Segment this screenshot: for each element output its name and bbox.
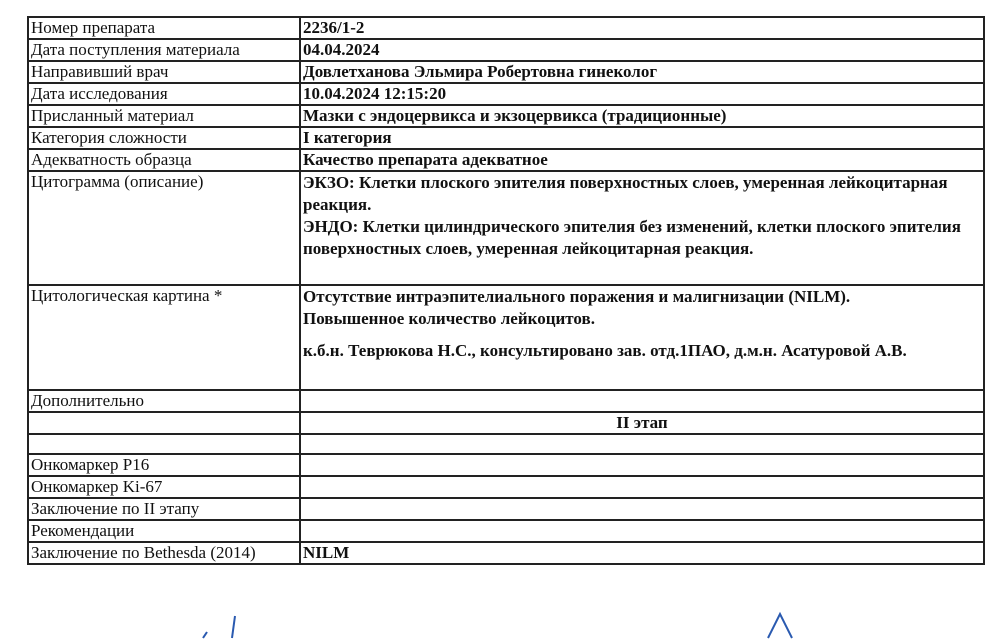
value-specimen-number: 2236/1-2: [300, 17, 984, 39]
table-row: [28, 454, 984, 476]
label-stage2-conclusion: Заключение по II этапу: [28, 498, 300, 520]
cytology-report: [27, 16, 985, 565]
table-row: [28, 149, 984, 171]
label-cytogram: Цитограмма (описание): [28, 171, 300, 285]
signature-mark-right: [762, 610, 802, 640]
table-row: [28, 127, 984, 149]
signature-mark-left: [195, 610, 255, 640]
label-material: Присланный материал: [28, 105, 300, 127]
table-row: [28, 17, 984, 39]
empty-cell: [300, 434, 984, 454]
label-received-date: Дата поступления материала: [28, 39, 300, 61]
label-cytological-picture: Цитологическая картина *: [28, 285, 300, 390]
label-specimen-number: Номер препарата: [28, 17, 300, 39]
value-p16: [300, 454, 984, 476]
label-adequacy: Адекватность образца: [28, 149, 300, 171]
value-referring-doctor: Довлетханова Эльмира Робертовна гинеколог: [300, 61, 984, 83]
table-row: [28, 171, 984, 285]
table-row: [28, 285, 984, 390]
picture-signature: к.б.н. Теврюкова Н.С., консультировано зав. отд.1ПАО, д.м.н. Асатуровой А.В.: [303, 341, 907, 360]
table-row: [28, 434, 984, 454]
value-adequacy: Качество препарата адекватное: [300, 149, 984, 171]
value-material: Мазки с эндоцервикса и экзоцервикса (традиционные): [300, 105, 984, 127]
table-row: [28, 498, 984, 520]
empty-cell: [28, 412, 300, 434]
table-row: [28, 476, 984, 498]
table-row: [28, 83, 984, 105]
table-row: [28, 412, 984, 434]
value-cytological-picture: [300, 285, 984, 390]
empty-cell: [28, 434, 300, 454]
table-row: [28, 39, 984, 61]
cytogram-endo: ЭНДО: Клетки цилиндрического эпителия без изменений, клетки плоского эпителия поверхностных слоев, умеренная лейкоцитарная реакция.: [303, 217, 961, 258]
picture-line-2: Повышенное количество лейкоцитов.: [303, 309, 595, 328]
label-p16: Онкомаркер P16: [28, 454, 300, 476]
label-recommendations: Рекомендации: [28, 520, 300, 542]
stage2-header: II этап: [300, 412, 984, 434]
picture-line-1: Отсутствие интраэпителиального поражения и малигнизации (NILM).: [303, 287, 851, 306]
table-row: [28, 542, 984, 564]
report-table: [27, 16, 985, 565]
value-stage2-conclusion: [300, 498, 984, 520]
label-additional: Дополнительно: [28, 390, 300, 412]
table-row: [28, 520, 984, 542]
label-referring-doctor: Направивший врач: [28, 61, 300, 83]
cytogram-exo: ЭКЗО: Клетки плоского эпителия поверхностных слоев, умеренная лейкоцитарная реакция.: [303, 173, 948, 214]
value-ki67: [300, 476, 984, 498]
value-study-date: 10.04.2024 12:15:20: [300, 83, 984, 105]
value-additional: [300, 390, 984, 412]
value-bethesda: NILM: [300, 542, 984, 564]
table-row: [28, 105, 984, 127]
label-complexity: Категория сложности: [28, 127, 300, 149]
value-received-date: 04.04.2024: [300, 39, 984, 61]
table-row: [28, 390, 984, 412]
label-study-date: Дата исследования: [28, 83, 300, 105]
value-cytogram: [300, 171, 984, 285]
label-ki67: Онкомаркер Ki-67: [28, 476, 300, 498]
table-row: [28, 61, 984, 83]
value-complexity: I категория: [300, 127, 984, 149]
value-recommendations: [300, 520, 984, 542]
label-bethesda: Заключение по Bethesda (2014): [28, 542, 300, 564]
